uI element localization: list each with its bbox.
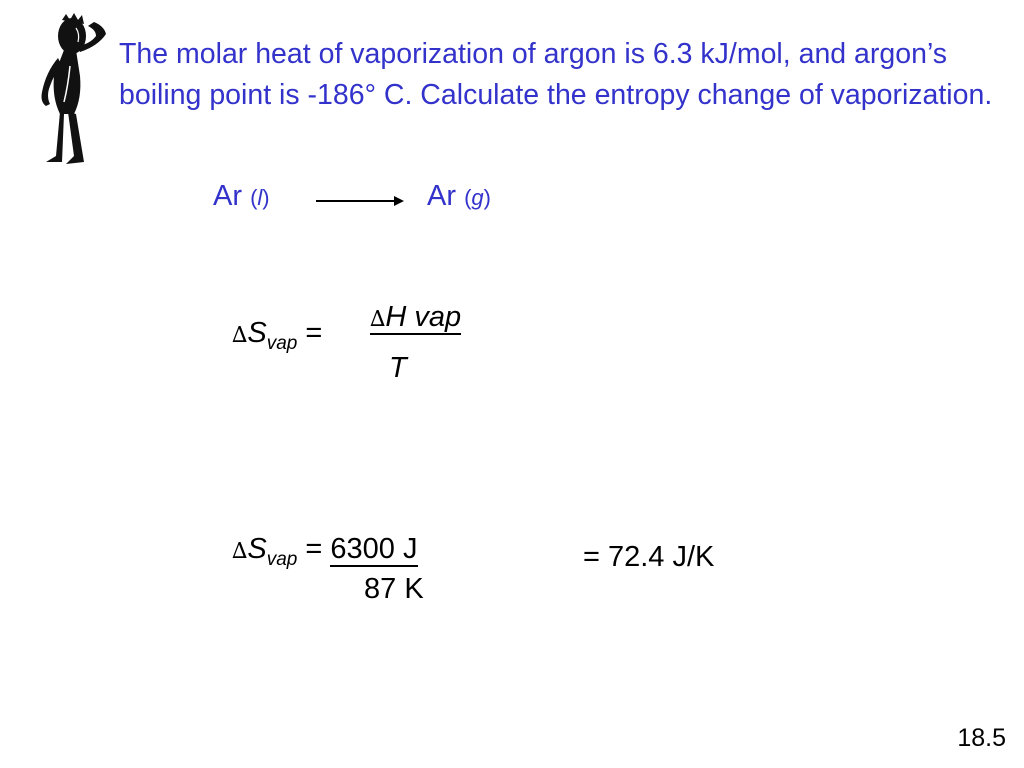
entropy-symbol: S bbox=[247, 533, 267, 565]
formula-denominator: T bbox=[389, 352, 407, 384]
formula-numerator bbox=[370, 301, 461, 334]
reactant-symbol: Ar bbox=[213, 180, 242, 212]
calc-numerator: 6300 J bbox=[330, 533, 418, 565]
reactant-open-paren: ( bbox=[250, 185, 258, 210]
thinking-person-icon bbox=[18, 6, 108, 166]
delta-symbol: ∆ bbox=[232, 323, 248, 348]
right-arrow-icon bbox=[316, 193, 406, 214]
reactant-state: l bbox=[257, 185, 263, 210]
delta-symbol: ∆ bbox=[370, 307, 386, 332]
reactant-close-paren: ) bbox=[262, 185, 270, 210]
calc-result: = 72.4 J/K bbox=[583, 541, 715, 573]
vap-subscript: vap bbox=[266, 333, 298, 354]
question-text: The molar heat of vaporization of argon is 6.3 kJ/mol, and argon’s boiling point is -186° C. Calculate the entropy change of vaporization. bbox=[119, 38, 993, 111]
delta-symbol: ∆ bbox=[232, 539, 248, 564]
vap-subscript: vap bbox=[266, 549, 298, 570]
calc-denominator: 87 K bbox=[364, 573, 424, 605]
enthalpy-term: H vap bbox=[385, 301, 462, 333]
entropy-symbol: S bbox=[247, 317, 267, 349]
product-symbol: Ar bbox=[427, 180, 456, 212]
product bbox=[427, 180, 491, 213]
slide-number: 18.5 bbox=[957, 724, 1006, 752]
equals-sign: = bbox=[305, 533, 323, 565]
product-state: g bbox=[471, 185, 484, 210]
formula-lhs bbox=[232, 317, 322, 355]
equals-sign: = bbox=[305, 317, 323, 349]
calc-lhs bbox=[232, 533, 418, 571]
reactant bbox=[213, 180, 270, 213]
product-close-paren: ) bbox=[483, 185, 491, 210]
product-open-paren: ( bbox=[464, 185, 472, 210]
